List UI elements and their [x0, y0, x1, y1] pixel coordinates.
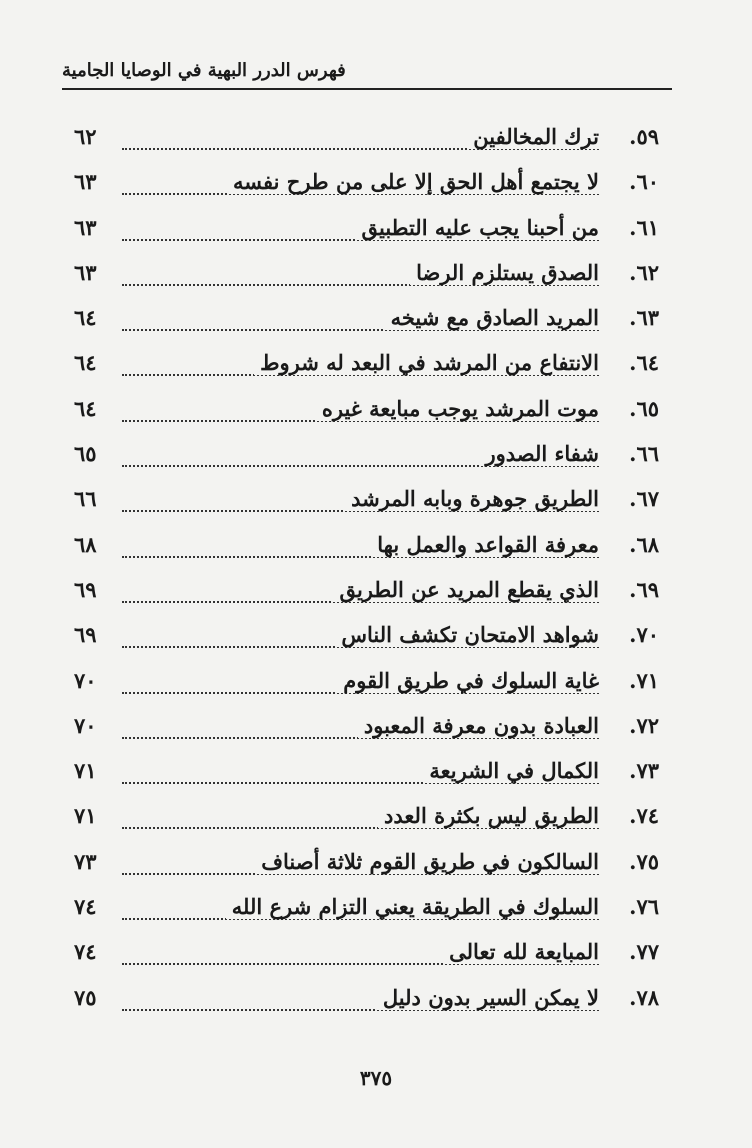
- entry-title: المبايعة لله تعالى: [443, 939, 599, 964]
- toc-list: [74, 118, 659, 1024]
- entry-number: ٦٠.: [629, 169, 659, 195]
- entry-title: السلوك في الطريقة يعني التزام شرع الله: [226, 894, 599, 919]
- entry-number: ٦٨.: [629, 531, 659, 557]
- entry-page-number: ٧١: [74, 758, 97, 784]
- header-rule: [62, 88, 672, 90]
- toc-entry: [74, 707, 659, 752]
- entry-title: المريد الصادق مع شيخه: [385, 305, 599, 330]
- entry-title: شفاء الصدور: [479, 441, 599, 466]
- entry-title: شواهد الامتحان تكشف الناس: [335, 622, 599, 647]
- entry-title: الطريق جوهرة وبابه المرشد: [345, 486, 599, 511]
- entry-title: الانتفاع من المرشد في البعد له شروط: [254, 350, 599, 375]
- entry-title: لا يمكن السير بدون دليل: [377, 985, 599, 1010]
- entry-page-number: ٦٤: [74, 350, 97, 376]
- entry-title: من أحبنا يجب عليه التطبيق: [356, 215, 599, 240]
- entry-number: ٦٥.: [629, 395, 659, 421]
- entry-number: ٧٦.: [629, 894, 659, 920]
- entry-number: ٦٦.: [629, 441, 659, 467]
- entry-page-number: ٧٤: [74, 939, 97, 965]
- entry-page-number: ٦٢: [74, 124, 97, 149]
- entry-number: ٧١.: [629, 667, 659, 693]
- entry-page-number: ٧٠: [74, 667, 97, 693]
- toc-entry: [74, 118, 659, 163]
- entry-number: ٥٩.: [629, 124, 659, 149]
- entry-number: ٦١.: [629, 214, 659, 240]
- toc-entry: [74, 344, 659, 389]
- entry-page-number: ٦٤: [74, 305, 97, 331]
- entry-page-number: ٦٣: [74, 169, 97, 195]
- entry-number: ٦٢.: [629, 259, 659, 285]
- toc-entry: [74, 480, 659, 525]
- toc-entry: [74, 797, 659, 842]
- toc-entry: [74, 435, 659, 480]
- entry-number: ٧٣.: [629, 758, 659, 784]
- entry-number: ٦٣.: [629, 305, 659, 331]
- entry-title: لا يجتمع أهل الحق إلا على من طرح نفسه: [227, 169, 599, 194]
- entry-number: ٦٩.: [629, 576, 659, 602]
- toc-entry: [74, 390, 659, 435]
- toc-entry: [74, 571, 659, 616]
- entry-number: ٦٧.: [629, 486, 659, 512]
- toc-entry: [74, 752, 659, 797]
- entry-title: العبادة بدون معرفة المعبود: [358, 713, 599, 738]
- toc-entry: [74, 933, 659, 978]
- entry-page-number: ٦٤: [74, 395, 97, 421]
- toc-entry: [74, 209, 659, 254]
- entry-title: ترك المخالفين: [467, 124, 599, 149]
- page-number: ٣٧٥: [359, 1066, 393, 1090]
- entry-page-number: ٧٤: [74, 894, 97, 920]
- entry-number: ٧٧.: [629, 939, 659, 965]
- entry-title: موت المرشد يوجب مبايعة غيره: [316, 396, 599, 421]
- entry-page-number: ٧٣: [74, 848, 97, 874]
- entry-page-number: ٦٨: [74, 531, 97, 557]
- entry-title: الصدق يستلزم الرضا: [410, 260, 599, 285]
- entry-page-number: ٧٥: [74, 984, 97, 1010]
- toc-entry: [74, 526, 659, 571]
- toc-entry: [74, 299, 659, 344]
- entry-number: ٧٢.: [629, 712, 659, 738]
- entry-page-number: ٧٠: [74, 712, 97, 738]
- entry-title: الذي يقطع المريد عن الطريق: [333, 577, 599, 602]
- toc-entry: [74, 616, 659, 661]
- entry-page-number: ٧١: [74, 803, 97, 829]
- entry-page-number: ٦٥: [74, 441, 97, 467]
- entry-number: ٧٠.: [629, 622, 659, 648]
- entry-title: الكمال في الشريعة: [423, 758, 599, 783]
- toc-entry: [74, 163, 659, 208]
- entry-title: السالكون في طريق القوم ثلاثة أصناف: [255, 849, 599, 874]
- entry-page-number: ٦٣: [74, 259, 97, 285]
- toc-entry: [74, 843, 659, 888]
- entry-number: ٧٤.: [629, 803, 659, 829]
- toc-entry: [74, 254, 659, 299]
- entry-page-number: ٦٩: [74, 576, 97, 602]
- entry-title: الطريق ليس بكثرة العدد: [378, 803, 599, 828]
- entry-number: ٧٨.: [629, 984, 659, 1010]
- entry-page-number: ٦٦: [74, 486, 97, 512]
- entry-number: ٦٤.: [629, 350, 659, 376]
- entry-title: معرفة القواعد والعمل بها: [371, 532, 599, 557]
- entry-page-number: ٦٣: [74, 214, 97, 240]
- toc-entry: [74, 979, 659, 1024]
- toc-entry: [74, 662, 659, 707]
- entry-number: ٧٥.: [629, 848, 659, 874]
- header-title: فهرس الدرر البهية في الوصايا الجامية: [62, 60, 346, 81]
- entry-page-number: ٦٩: [74, 622, 97, 648]
- running-header: [62, 58, 672, 90]
- toc-entry: [74, 888, 659, 933]
- entry-title: غاية السلوك في طريق القوم: [337, 668, 599, 693]
